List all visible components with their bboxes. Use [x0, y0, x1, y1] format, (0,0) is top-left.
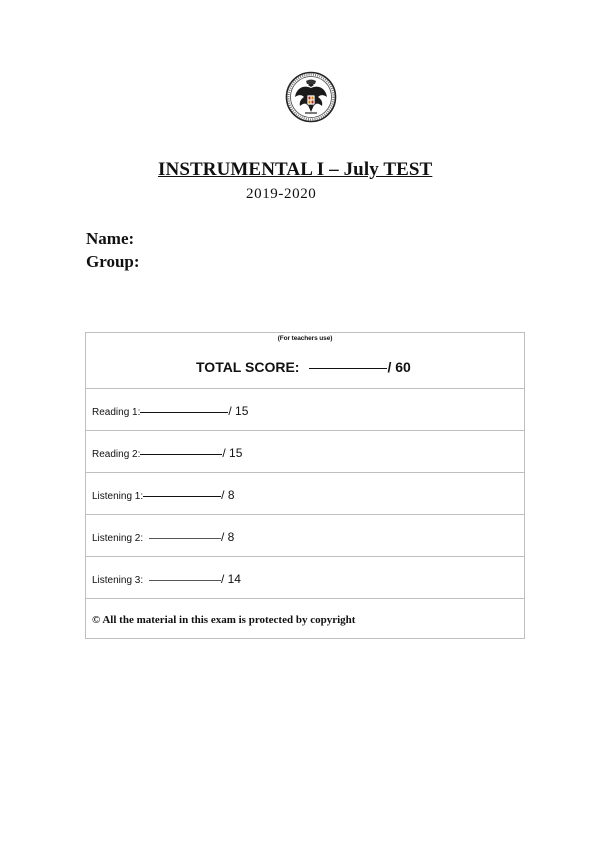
- score-row-label: Reading 1:: [92, 407, 141, 418]
- score-line: [92, 528, 234, 546]
- university-seal-icon: [285, 70, 337, 124]
- group-label: Group:: [86, 252, 140, 271]
- score-line: [92, 402, 248, 420]
- score-line: [92, 570, 241, 588]
- score-row-label: Listening 2:: [92, 533, 146, 544]
- total-score-line: [196, 359, 411, 375]
- score-line: [92, 444, 242, 462]
- score-row-label: Reading 2:: [92, 449, 141, 460]
- exam-title: INSTRUMENTAL I – July TEST: [158, 159, 433, 180]
- score-row-label: Listening 1:: [92, 491, 144, 502]
- score-row-max: / 15: [222, 446, 243, 460]
- score-table: [85, 332, 525, 639]
- score-row-max: / 15: [228, 404, 249, 418]
- score-row-reading-2: [86, 431, 524, 473]
- score-row-listening-2: [86, 515, 524, 557]
- copyright-notice: © All the material in this exam is protected by copyright: [92, 614, 356, 626]
- score-row-listening-3: [86, 557, 524, 599]
- total-score-max: / 60: [387, 359, 411, 375]
- total-score-label: TOTAL SCORE:: [196, 359, 300, 375]
- academic-year: 2019-2020: [246, 186, 317, 202]
- teacher-use-note: (For teachers use): [277, 335, 333, 342]
- score-row-max: / 14: [220, 572, 241, 586]
- score-blank[interactable]: [140, 412, 228, 413]
- score-row-label: Listening 3:: [92, 575, 146, 586]
- score-blank[interactable]: [143, 496, 221, 497]
- score-row-reading-1: [86, 389, 524, 431]
- copyright-row: [86, 599, 524, 640]
- score-line: [92, 486, 235, 504]
- score-row-listening-1: [86, 473, 524, 515]
- score-row-max: / 8: [221, 488, 235, 502]
- score-row-max: / 8: [220, 530, 235, 544]
- name-label: Name:: [86, 229, 135, 248]
- score-blank[interactable]: [149, 580, 221, 581]
- total-score-row: [86, 333, 524, 389]
- score-blank[interactable]: [140, 454, 222, 455]
- score-blank[interactable]: [149, 538, 221, 539]
- total-score-blank[interactable]: [309, 368, 387, 369]
